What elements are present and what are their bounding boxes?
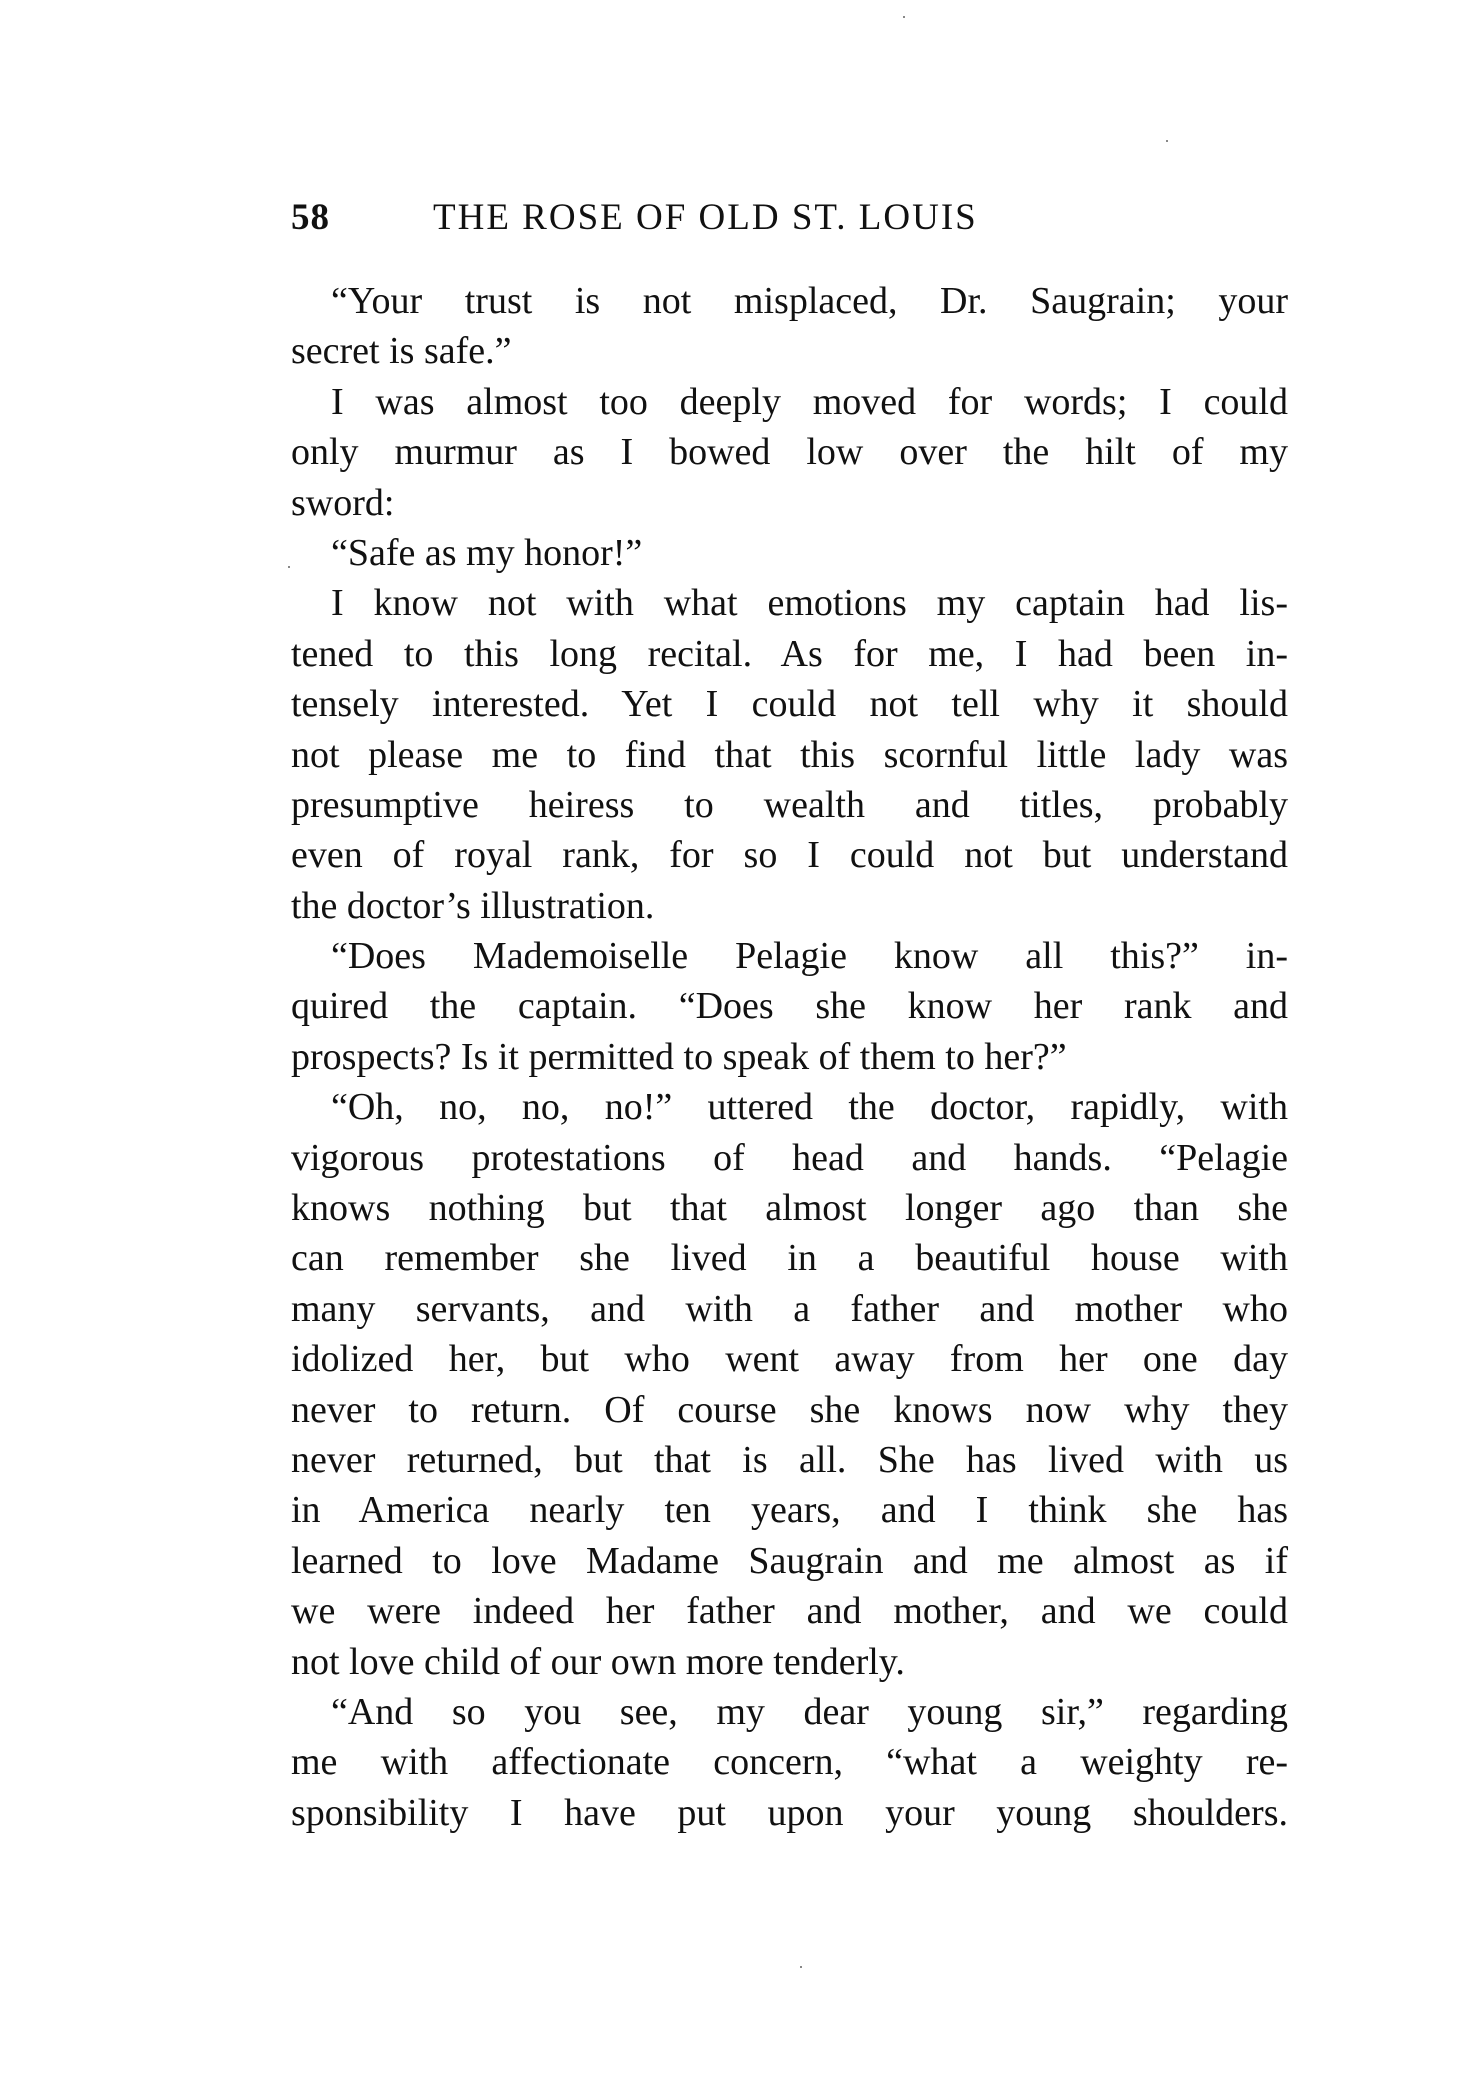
page-number: 58 — [291, 197, 330, 238]
text-line: prospects? Is it permitted to speak of them to her?” — [291, 1035, 1067, 1078]
text-line: can remember she lived in a beautiful house with — [291, 1237, 1288, 1280]
page-body-text — [291, 276, 1288, 1838]
text-line: never returned, but that is all. She has lived with us — [291, 1438, 1288, 1481]
text-line: me with affectionate concern, “what a weighty re- — [291, 1741, 1288, 1784]
scan-speck — [800, 1966, 802, 1968]
running-header — [291, 196, 1288, 246]
text-line: the doctor’s illustration. — [291, 884, 655, 927]
text-line: sword: — [291, 481, 395, 524]
text-line: never to return. Of course she knows now why they — [291, 1388, 1288, 1431]
text-line: quired the captain. “Does she know her rank and — [291, 985, 1288, 1028]
text-line: not please me to find that this scornful little lady was — [291, 733, 1288, 776]
running-title: THE ROSE OF OLD ST. LOUIS — [433, 197, 978, 238]
text-line: learned to love Madame Saugrain and me almost as if — [291, 1539, 1288, 1582]
text-line: tensely interested. Yet I could not tell why it should — [291, 683, 1288, 726]
scan-speck — [288, 566, 290, 568]
text-line: not love child of our own more tenderly. — [291, 1640, 905, 1683]
text-line: “Safe as my honor!” — [331, 531, 643, 574]
text-line: I know not with what emotions my captain had lis- — [331, 582, 1288, 625]
text-line: “Oh, no, no, no!” uttered the doctor, rapidly, with — [331, 1086, 1288, 1129]
text-line: many servants, and with a father and mother who — [291, 1287, 1288, 1330]
text-line: “And so you see, my dear young sir,” regarding — [331, 1690, 1288, 1733]
text-line: knows nothing but that almost longer ago than she — [291, 1187, 1288, 1230]
text-line: idolized her, but who went away from her one day — [291, 1338, 1288, 1381]
text-line: in America nearly ten years, and I think she has — [291, 1489, 1288, 1532]
text-line: sponsibility I have put upon your young shoulders. — [291, 1791, 1288, 1834]
text-line: secret is safe.” — [291, 330, 512, 373]
text-line: I was almost too deeply moved for words; I could — [331, 380, 1288, 423]
scan-speck — [1166, 140, 1168, 142]
text-line: presumptive heiress to wealth and titles, probably — [291, 783, 1288, 826]
text-line: we were indeed her father and mother, and we could — [291, 1590, 1288, 1633]
scan-speck — [903, 16, 905, 18]
text-line: “Does Mademoiselle Pelagie know all this?” in- — [331, 935, 1288, 978]
text-line: vigorous protestations of head and hands. “Pelagie — [291, 1136, 1288, 1179]
text-line: tened to this long recital. As for me, I had been in- — [291, 632, 1288, 675]
text-line: even of royal rank, for so I could not but understand — [291, 834, 1288, 877]
text-line: “Your trust is not misplaced, Dr. Saugrain; your — [331, 280, 1288, 322]
text-line: only murmur as I bowed low over the hilt of my — [291, 431, 1288, 474]
